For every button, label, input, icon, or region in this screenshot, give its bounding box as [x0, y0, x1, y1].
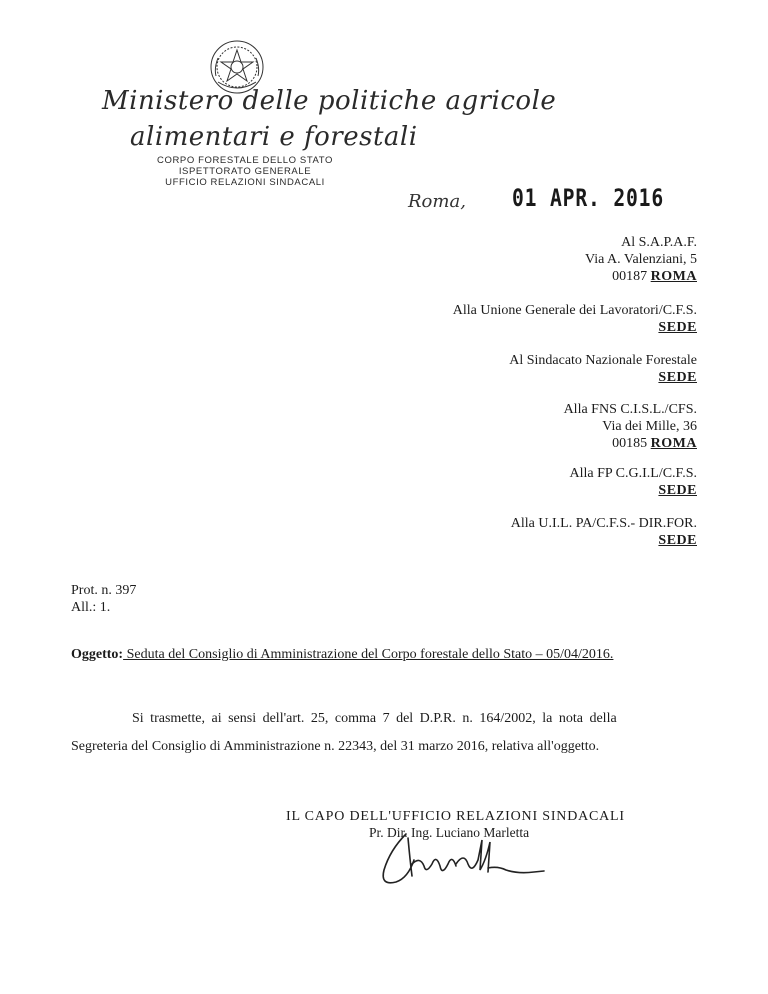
subject-text: Seduta del Consiglio di Amministrazione del Corpo forestale dello Stato – 05/04/2016.	[123, 647, 614, 662]
date-place: Roma,	[408, 191, 466, 212]
recipient-city: SEDE	[658, 320, 697, 335]
protocol-number: Prot. n. 397	[71, 583, 137, 598]
recipient-postal: 00185	[612, 436, 648, 451]
subject-line	[71, 647, 613, 663]
recipient-block-4	[564, 401, 697, 452]
recipient-city: SEDE	[658, 483, 697, 498]
attachments-count: All.: 1.	[71, 600, 111, 615]
recipient-city: ROMA	[650, 269, 697, 284]
body-paragraph-line2: Segreteria del Consiglio di Amministrazione n. 22343, del 31 marzo 2016, relativa all'oggetto.	[71, 739, 600, 754]
recipient-line: Al S.A.P.A.F.	[621, 235, 697, 250]
recipient-line: Via dei Mille, 36	[602, 419, 697, 434]
recipient-block-3	[509, 352, 697, 386]
handwritten-signature-icon	[368, 830, 568, 892]
recipient-city: SEDE	[658, 370, 697, 385]
subject-label: Oggetto:	[71, 647, 124, 662]
recipient-postal: 00187	[612, 269, 648, 284]
recipient-line: Alla FP C.G.I.L/C.F.S.	[569, 466, 697, 481]
dept-line-1: CORPO FORESTALE DELLO STATO	[157, 155, 333, 166]
recipient-block-6	[511, 515, 697, 549]
recipient-line: Via A. Valenziani, 5	[584, 252, 697, 267]
recipient-block-1	[585, 234, 697, 285]
recipient-block-2	[453, 302, 697, 336]
dept-line-3: UFFICIO RELAZIONI SINDACALI	[165, 177, 325, 188]
recipient-line: Alla U.I.L. PA/C.F.S.- DIR.FOR.	[510, 516, 697, 531]
signatory-name: Pr. Dir. Ing. Luciano Marletta	[369, 825, 530, 840]
recipient-block-5	[570, 465, 698, 499]
recipient-city: SEDE	[658, 533, 697, 548]
recipient-line: Alla FNS C.I.S.L./CFS.	[563, 402, 697, 417]
ministry-title-line1: Ministero delle politiche agricole	[102, 86, 557, 116]
recipient-city: ROMA	[650, 436, 697, 451]
dept-line-2: ISPETTORATO GENERALE	[178, 166, 312, 177]
date-stamp: 01 APR. 2016	[512, 184, 665, 212]
recipient-line: Al Sindacato Nazionale Forestale	[509, 353, 697, 368]
ministry-title-line2: alimentari e forestali	[130, 122, 418, 152]
signatory-title: IL CAPO DELL'UFFICIO RELAZIONI SINDACALI	[286, 809, 625, 824]
recipient-line: Alla Unione Generale dei Lavoratori/C.F.S.	[452, 303, 697, 318]
body-paragraph-line1: Si trasmette, ai sensi dell'art. 25, comma 7 del D.P.R. n. 164/2002, la nota della	[132, 711, 617, 726]
